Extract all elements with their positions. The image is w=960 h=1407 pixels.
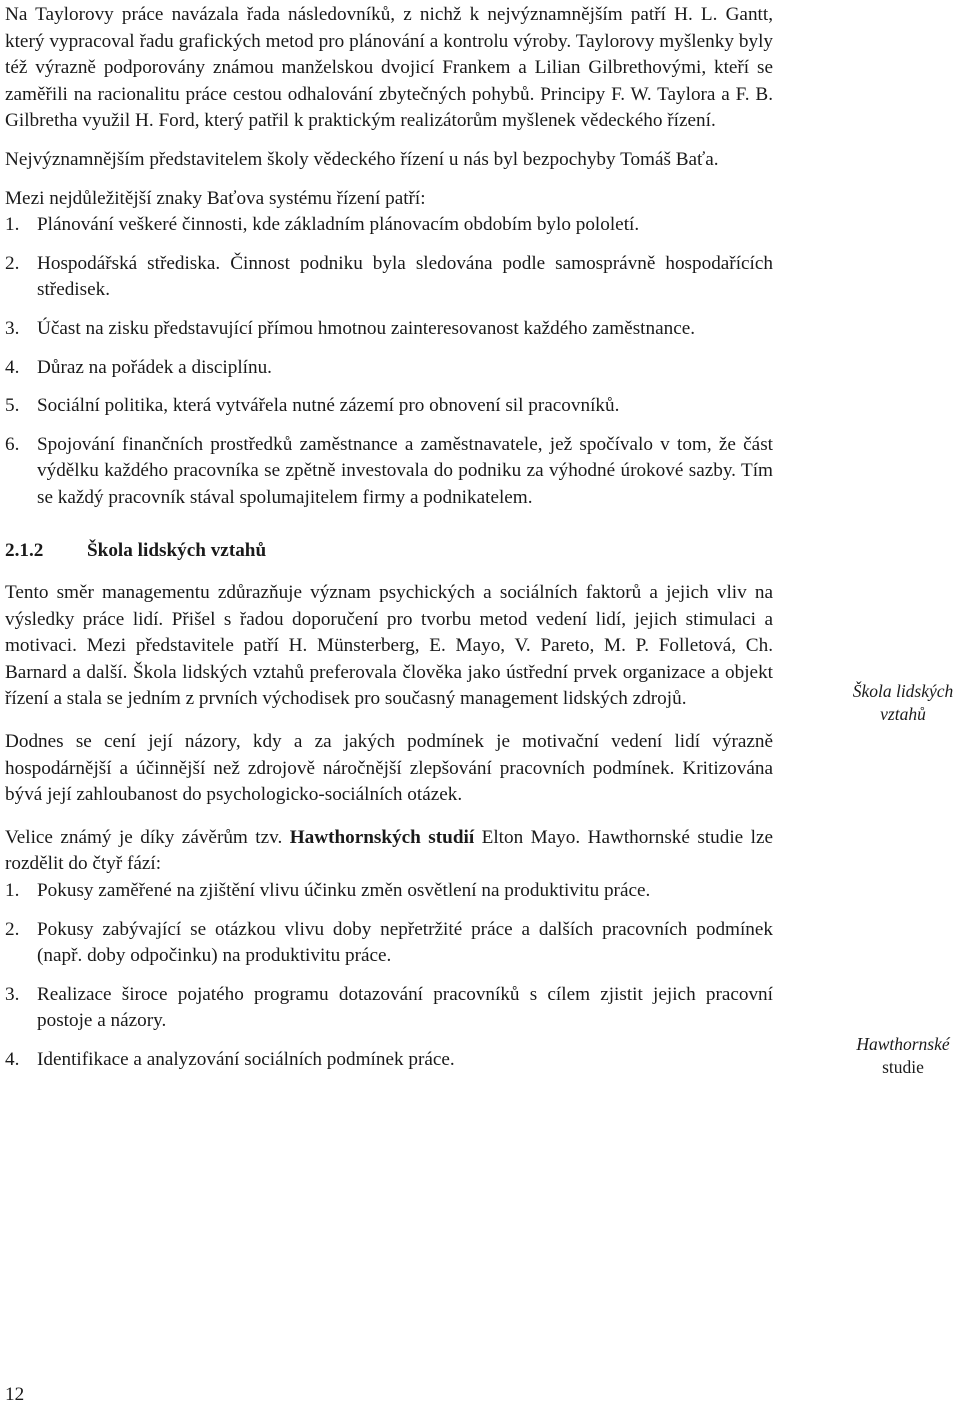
text-run: Velice známý je díky závěrům tzv. bbox=[5, 826, 290, 848]
paragraph-human-relations: Tento směr managementu zdůrazňuje význam psychických a sociálních faktorů a jejich vliv na výsledky práce lidí. Přišel s řadou doporučení pro tvorbu metod vedení lidí, jejich stimulaci a motivaci. Mezi představitele patří H. Münsterberg, E. Mayo, V. Pareto, M. P. Folletová, Ch. Barnard a další. Škola lidských vztahů preferovala člověka jako ústřední prvek organizace a objekt řízení a stala se jedním z prvních východisek pro současný management lidských zdrojů. bbox=[5, 582, 773, 710]
list-text: Plánování veškeré činnosti, kde základním plánovacím obdobím bylo pololetí. bbox=[37, 214, 640, 236]
list-text: Identifikace a analyzování sociálních podmínek práce. bbox=[37, 1049, 455, 1070]
list-number: 2. bbox=[5, 252, 20, 274]
list-number: 3. bbox=[5, 983, 20, 1005]
section-title: Škola lidských vztahů bbox=[87, 539, 267, 561]
list-item bbox=[5, 212, 773, 239]
list-number: 1. bbox=[5, 214, 20, 236]
margin-note-line: vztahů bbox=[880, 704, 926, 724]
list-number: 3. bbox=[5, 317, 20, 339]
margin-note-hawthorne bbox=[830, 1033, 960, 1079]
list-text: Důraz na pořádek a disciplínu. bbox=[37, 356, 272, 378]
list-text: Realizace široce pojatého programu dotazování pracovníků s cílem zjistit jejich pracovní postoje a názory. bbox=[37, 983, 773, 1032]
list-number: 1. bbox=[5, 880, 20, 902]
list-text: Pokusy zabývající se otázkou vlivu doby nepřetržité práce a dalších pracovních podmínek (např. doby odpočinku) na produktivitu práce. bbox=[37, 918, 773, 967]
page-number: 12 bbox=[5, 1384, 25, 1405]
list-item bbox=[5, 355, 773, 382]
section-heading bbox=[5, 538, 773, 565]
list-number: 4. bbox=[5, 1049, 20, 1070]
list-number: 2. bbox=[5, 918, 20, 940]
paragraph-bata: Nejvýznamnějším představitelem školy vědeckého řízení u nás byl bezpochyby Tomáš Baťa. bbox=[5, 148, 719, 170]
margin-note-line: Škola lidských bbox=[852, 681, 954, 701]
hawthorne-bold: Hawthornských studií bbox=[289, 826, 475, 848]
hawthorne-list bbox=[5, 878, 773, 1074]
text-run: Elton Mayo. Hawthornské studie lze rozdělit do čtyř fází: bbox=[5, 826, 773, 875]
section-number: 2.1.2 bbox=[5, 539, 44, 561]
list-item bbox=[5, 393, 773, 420]
list-item bbox=[5, 432, 773, 512]
list-item bbox=[5, 878, 773, 905]
paragraph-hawthorne bbox=[5, 825, 773, 878]
list-text: Hospodářská střediska. Činnost podniku byla sledována podle samosprávně hospodařících středisek. bbox=[37, 252, 773, 301]
list-number: 5. bbox=[5, 395, 20, 417]
paragraph-followers: Na Taylorovy práce navázala řada následovníků, z nichž k nejvýznamnějším patří H. L. Gantt, který vypracoval řadu grafických metod pro plánování a kontrolu výroby. Taylorovy myšlenky byly též výrazně podporovány známou manželskou dvojicí Frankem a Lilian Gilbrethovými, kteří se zaměřili na racionalitu práce cestou odhalování zbytečných pohybů. Principy F. W. Taylora a F. B. Gilbretha využil H. Ford, který patřil k praktickým realizátorům myšlenek vědeckého řízení. bbox=[5, 4, 773, 132]
paragraph-opinions: Dodnes se cení její názory, kdy a za jakých podmínek je motivační vedení lidí výrazně hospodárnější a účinnější než zdrojově náročnější zlepšování pracovních podmínek. Kritizována bývá její zahloubanost do psychologicko-sociálních otázek. bbox=[5, 731, 773, 806]
list-text: Účast na zisku představující přímou hmotnou zainteresovanost každého zaměstnance. bbox=[37, 317, 696, 339]
list-item bbox=[5, 1047, 773, 1074]
list-text: Pokusy zaměřené na zjištění vlivu účinku změn osvětlení na produktivitu práce. bbox=[37, 880, 651, 902]
list-item bbox=[5, 917, 773, 970]
list-number: 4. bbox=[5, 356, 20, 378]
bata-list bbox=[5, 212, 773, 511]
list-text: Spojování finančních prostředků zaměstnance a zaměstnavatele, jež spočívalo v tom, že část výdělku každého pracovníka se zpětně investovala do podniku za výhodné úrokové sazby. Tím se každý pracovník stával spolumajitelem firmy a podnikatelem. bbox=[37, 433, 773, 508]
main-text-column bbox=[5, 0, 773, 1074]
list-item bbox=[5, 251, 773, 304]
list-number: 6. bbox=[5, 433, 20, 455]
list-item bbox=[5, 316, 773, 343]
list-item bbox=[5, 982, 773, 1035]
margin-note-line: studie bbox=[882, 1057, 924, 1077]
margin-note-line: Hawthornské bbox=[856, 1034, 950, 1054]
margin-note-human-relations bbox=[830, 680, 960, 726]
paragraph-bata-intro: Mezi nejdůležitější znaky Baťova systému řízení patří: bbox=[5, 187, 426, 209]
list-text: Sociální politika, která vytvářela nutné zázemí pro obnovení sil pracovníků. bbox=[37, 395, 620, 417]
